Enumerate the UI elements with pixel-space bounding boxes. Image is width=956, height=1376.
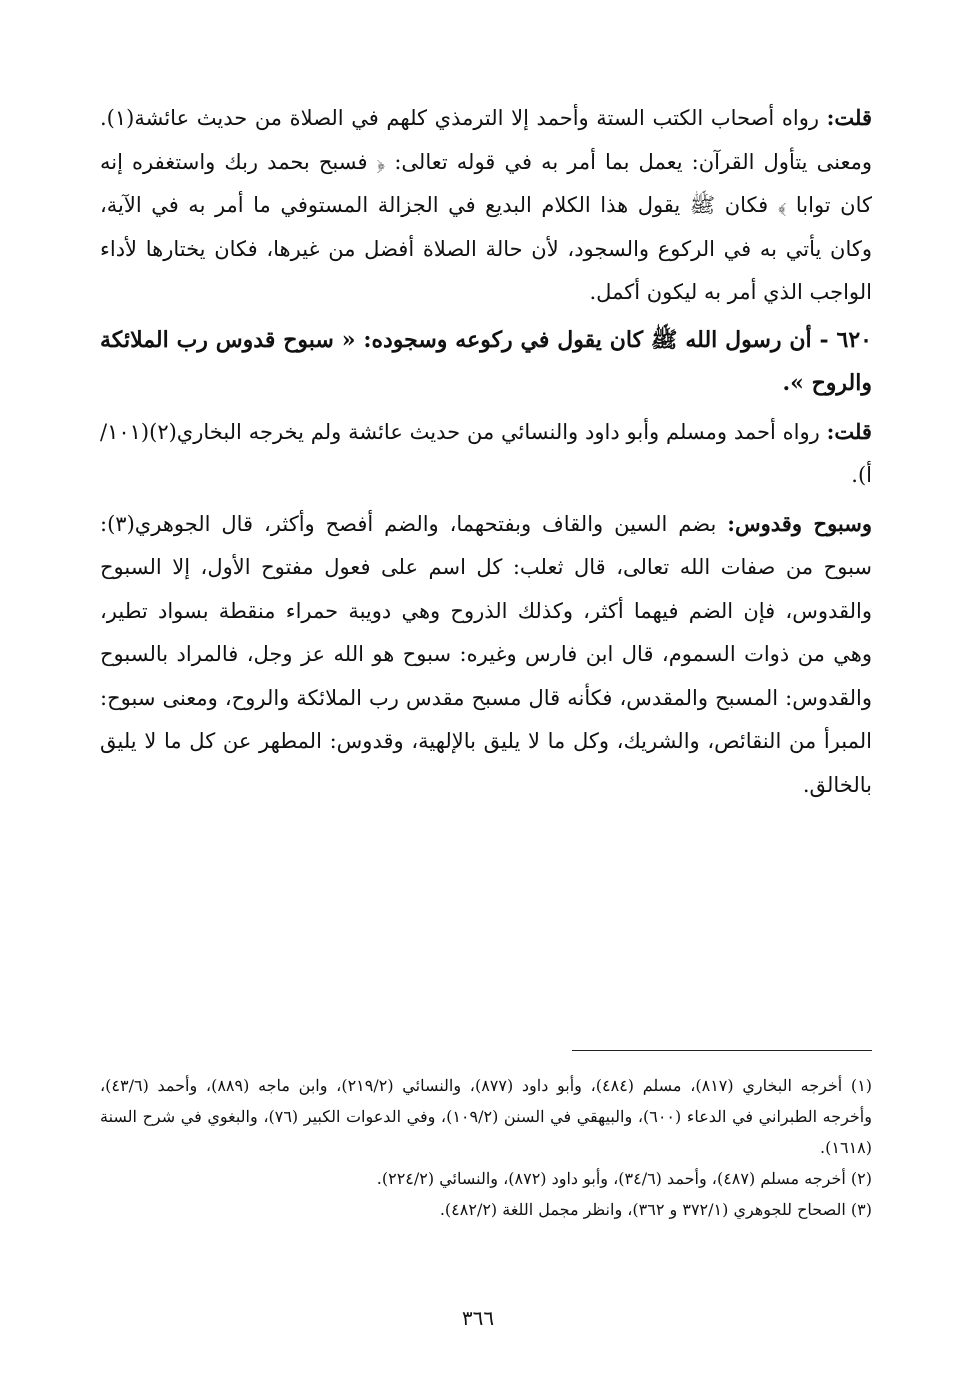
footnote-text: (٢) أخرجه مسلم (٤٨٧)، وأحمد (٣٤/٦)، وأبو داود (٨٧٢)، والنسائي (٢٢٤/٢).	[376, 1169, 872, 1188]
commentary-paragraph	[100, 96, 872, 315]
footnote-2	[100, 1163, 872, 1194]
page-number: ٣٦٦	[461, 1306, 495, 1330]
takhrij-paragraph	[100, 410, 872, 498]
paragraph-text: رواه أصحاب الكتب الستة وأحمد إلا الترمذي كلهم في الصلاة من حديث عائشة(١). ومعنى يتأول القرآن: يعمل بما أمر به في قوله تعالى: ﴿ فسبح بحمد ربك واستغفره إنه كان توابا ﴾ فكان ﷺ يقول هذا الكلام البديع في الجزالة المستوفي ما أمر به في الآية، وكان يأتي به في الركوع والسجود، لأن حالة الصلاة أفضل من غيرها، فكان يختارها لأداء الواجب الذي أمر به ليكون أكمل.	[100, 106, 872, 304]
paragraph-text: رواه أحمد ومسلم وأبو داود والنسائي من حديث عائشة ولم يخرجه البخاري(٢)(١٠١/أ).	[100, 419, 872, 487]
main-text	[100, 96, 872, 807]
footnotes	[100, 1070, 872, 1225]
explanation-paragraph	[100, 502, 872, 808]
footnote-text: (٣) الصحاح للجوهري (٣٧٢/١ و ٣٦٢)، وانظر مجمل اللغة (٤٨٢/٢).	[439, 1200, 872, 1219]
footnote-text: (١) أخرجه البخاري (٨١٧)، مسلم (٤٨٤)، وأبو داود (٨٧٧)، والنسائي (٢١٩/٢)، وابن ماجه	[258, 1076, 873, 1095]
footnote-3	[100, 1194, 872, 1225]
paragraph-lead: وسبوح وقدوس:	[727, 510, 872, 536]
hadith-text: « سبوح قدوس رب الملائكة والروح ».	[100, 326, 872, 396]
footnote-continuation: (٨٨٩)، وأحمد (٤٣/٦)، وأخرجه الطبراني في الدعاء (٦٠٠)، والبيهقي في السنن (١٠٩/٢)، وفي الدعوات الكبير (٧٦)، والبغوي في شرح السنة (١٦١٨).	[100, 1076, 872, 1157]
footnote-separator	[572, 1050, 872, 1051]
footnote-1	[100, 1070, 872, 1163]
paragraph-text: بضم السين والقاف وبفتحهما، والضم أفصح وأكثر، قال الجوهري(٣): سبوح من صفات الله تعالى، قال ثعلب: كل اسم على فعول مفتوح الأول، إلا السبوح والقدوس، فإن الضم فيهما أكثر، وكذلك الذروح وهي دويبة حمراء منقطة بسواد تطير، وهي من ذوات السموم، قال ابن فارس وغيره: سبوح هو الله عز وجل، فالمراد بالسبوح والقدوس: المسبح والمقدس، فكأنه قال مسبح مقدس رب الملائكة والروح، ومعنى سبوح: المبرأ من النقائص، والشريك، وكل ما لا يليق بالإلهية، وقدوس: المطهر عن كل ما لا يليق بالخالق.	[100, 511, 872, 797]
paragraph-lead: قلت:	[826, 105, 872, 130]
paragraph-lead: قلت:	[826, 418, 872, 444]
hadith-paragraph	[100, 319, 872, 406]
hadith-lead: ٦٢٠ - أن رسول الله ﷺ كان يقول في ركوعه وسجوده:	[363, 326, 872, 353]
